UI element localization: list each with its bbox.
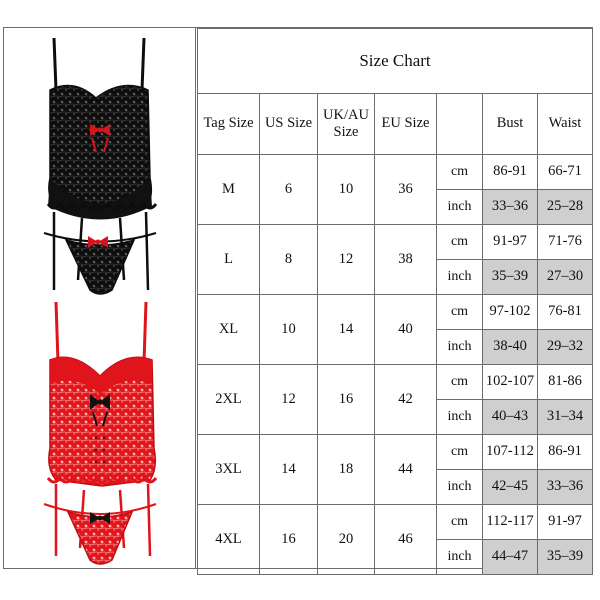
bust-inch-cell: 33–36 bbox=[483, 190, 538, 225]
uk-size-cell: 14 bbox=[318, 295, 375, 365]
table-row bbox=[198, 365, 593, 400]
uk-size-cell: 12 bbox=[318, 225, 375, 295]
unit-inch-cell: inch bbox=[437, 540, 483, 575]
unit-inch-cell: inch bbox=[437, 470, 483, 505]
red-corset-image bbox=[44, 302, 156, 564]
table-row bbox=[198, 505, 593, 540]
eu-size-cell: 36 bbox=[375, 155, 437, 225]
unit-inch-cell: inch bbox=[437, 190, 483, 225]
chart-title: Size Chart bbox=[198, 29, 593, 94]
unit-cm-cell: cm bbox=[437, 505, 483, 540]
waist-inch-cell: 27–30 bbox=[538, 260, 593, 295]
black-corset-image bbox=[44, 38, 156, 294]
waist-cm-cell: 81-86 bbox=[538, 365, 593, 400]
waist-inch-cell: 31–34 bbox=[538, 400, 593, 435]
bust-cm-cell: 112-117 bbox=[483, 505, 538, 540]
unit-cm-cell: cm bbox=[437, 155, 483, 190]
tag-size-cell: XL bbox=[198, 295, 260, 365]
bust-cm-cell: 102-107 bbox=[483, 365, 538, 400]
tag-size-cell: 4XL bbox=[198, 505, 260, 575]
header-unit bbox=[437, 94, 483, 155]
header-waist: Waist bbox=[538, 94, 593, 155]
bust-inch-cell: 38-40 bbox=[483, 330, 538, 365]
waist-inch-cell: 25–28 bbox=[538, 190, 593, 225]
header-eu-size: EU Size bbox=[375, 94, 437, 155]
eu-size-cell: 38 bbox=[375, 225, 437, 295]
table-row bbox=[198, 155, 593, 190]
bust-inch-cell: 35–39 bbox=[483, 260, 538, 295]
uk-size-cell: 18 bbox=[318, 435, 375, 505]
product-photos-svg bbox=[4, 28, 196, 568]
waist-inch-cell: 35–39 bbox=[538, 540, 593, 575]
table-row bbox=[198, 435, 593, 470]
unit-inch-cell: inch bbox=[437, 330, 483, 365]
unit-cm-cell: cm bbox=[437, 225, 483, 260]
waist-cm-cell: 91-97 bbox=[538, 505, 593, 540]
bust-cm-cell: 91-97 bbox=[483, 225, 538, 260]
waist-cm-cell: 76-81 bbox=[538, 295, 593, 330]
header-uk-au-size: UK/AU Size bbox=[318, 94, 375, 155]
uk-size-cell: 20 bbox=[318, 505, 375, 575]
waist-inch-cell: 29–32 bbox=[538, 330, 593, 365]
bust-inch-cell: 42–45 bbox=[483, 470, 538, 505]
eu-size-cell: 40 bbox=[375, 295, 437, 365]
unit-cm-cell: cm bbox=[437, 435, 483, 470]
bust-inch-cell: 44–47 bbox=[483, 540, 538, 575]
tag-size-cell: 3XL bbox=[198, 435, 260, 505]
eu-size-cell: 46 bbox=[375, 505, 437, 575]
eu-size-cell: 42 bbox=[375, 365, 437, 435]
us-size-cell: 10 bbox=[260, 295, 318, 365]
us-size-cell: 6 bbox=[260, 155, 318, 225]
unit-cm-cell: cm bbox=[437, 295, 483, 330]
bust-cm-cell: 97-102 bbox=[483, 295, 538, 330]
uk-size-cell: 10 bbox=[318, 155, 375, 225]
unit-cm-cell: cm bbox=[437, 365, 483, 400]
unit-inch-cell: inch bbox=[437, 400, 483, 435]
bust-cm-cell: 107-112 bbox=[483, 435, 538, 470]
bust-inch-cell: 40–43 bbox=[483, 400, 538, 435]
unit-inch-cell: inch bbox=[437, 260, 483, 295]
us-size-cell: 16 bbox=[260, 505, 318, 575]
table-row bbox=[198, 295, 593, 330]
tag-size-cell: L bbox=[198, 225, 260, 295]
waist-cm-cell: 66-71 bbox=[538, 155, 593, 190]
waist-cm-cell: 86-91 bbox=[538, 435, 593, 470]
us-size-cell: 12 bbox=[260, 365, 318, 435]
us-size-cell: 8 bbox=[260, 225, 318, 295]
tag-size-cell: M bbox=[198, 155, 260, 225]
uk-size-cell: 16 bbox=[318, 365, 375, 435]
waist-cm-cell: 71-76 bbox=[538, 225, 593, 260]
waist-inch-cell: 33–36 bbox=[538, 470, 593, 505]
header-tag-size: Tag Size bbox=[198, 94, 260, 155]
header-us-size: US Size bbox=[260, 94, 318, 155]
eu-size-cell: 44 bbox=[375, 435, 437, 505]
table-row bbox=[198, 225, 593, 260]
us-size-cell: 14 bbox=[260, 435, 318, 505]
bust-cm-cell: 86-91 bbox=[483, 155, 538, 190]
tag-size-cell: 2XL bbox=[198, 365, 260, 435]
header-bust: Bust bbox=[483, 94, 538, 155]
product-photo-panel bbox=[4, 28, 196, 568]
size-chart-table bbox=[197, 28, 593, 575]
